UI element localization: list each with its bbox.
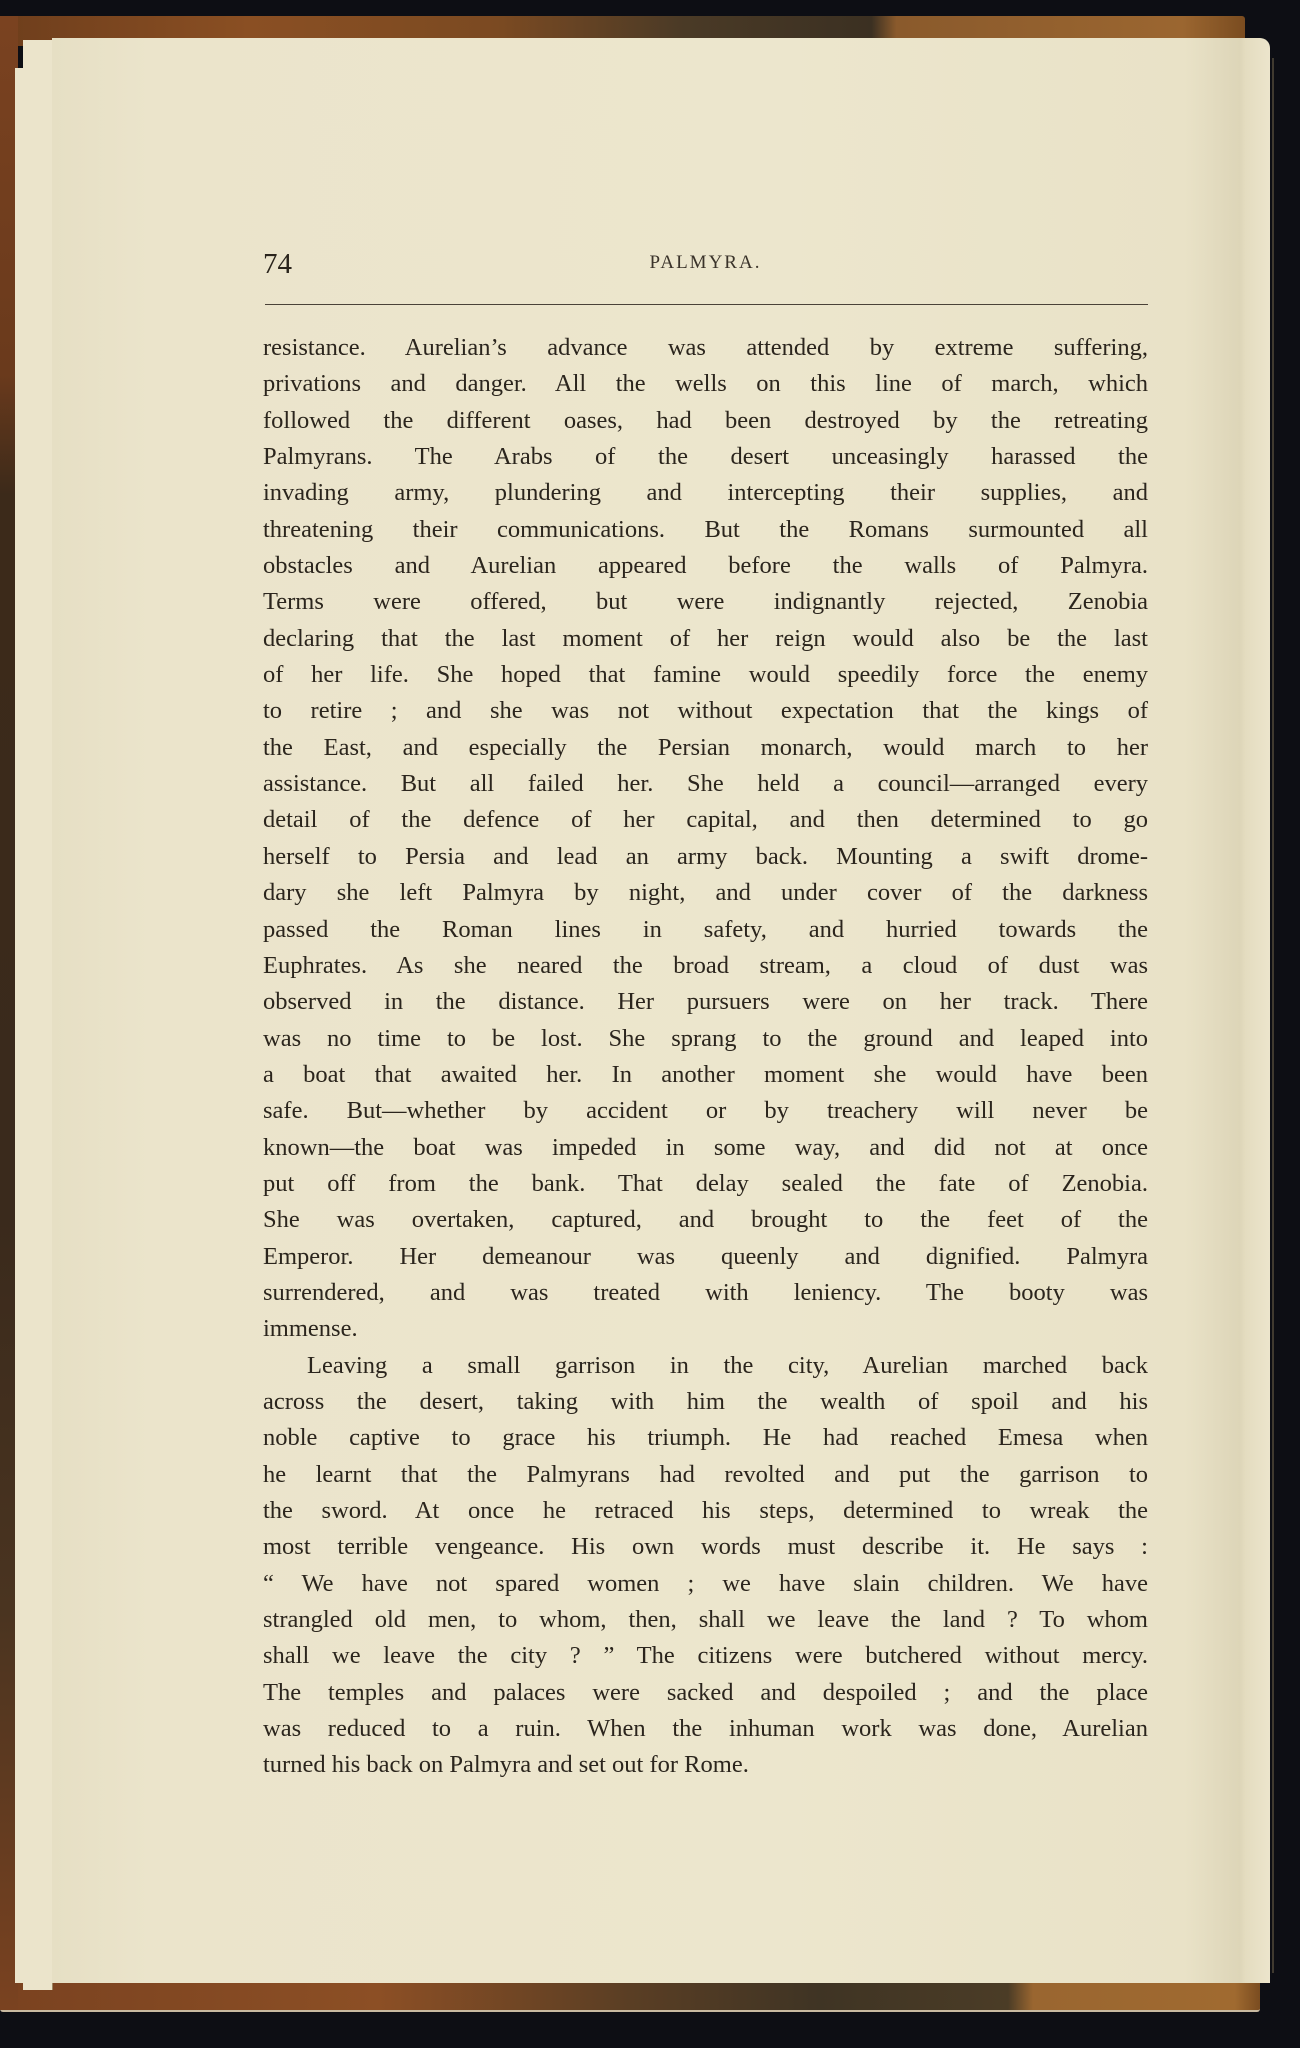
text-line: the sword. At once he retraced his steps, determined to wreak the (263, 1497, 1148, 1524)
text-line: of her life. She hoped that famine would speedily force the enemy (263, 661, 1148, 689)
text-line: Palmyrans. The Arabs of the desert unceasingly harassed the (263, 443, 1148, 471)
text-line: “ We have not spared women ; we have slain children. We have (263, 1569, 1148, 1597)
text-line: strangled old men, to whom, then, shall we leave the land ? To whom (263, 1606, 1148, 1634)
text-line: Leaving a small garrison in the city, Aurelian marched back (307, 1351, 1148, 1379)
text-line: noble captive to grace his triumph. He had reached Emesa when (263, 1424, 1148, 1452)
text-line: passed the Roman lines in safety, and hurried towards the (263, 915, 1148, 943)
text-line: dary she left Palmyra by night, and under cover of the darkness (263, 879, 1148, 907)
text-line: was reduced to a ruin. When the inhuman work was done, Aurelian (263, 1715, 1148, 1743)
page-fold (1272, 58, 1274, 1973)
text-line: threatening their communications. But the Romans surmounted all (263, 515, 1148, 543)
book-page (52, 38, 1270, 1983)
text-line: privations and danger. All the wells on this line of march, which (263, 370, 1148, 398)
text-line: across the desert, taking with him the wealth of spoil and his (263, 1387, 1148, 1415)
text-line: obstacles and Aurelian appeared before the walls of Palmyra. (263, 552, 1148, 580)
header-rule (265, 304, 1148, 305)
text-line: Terms were offered, but were indignantly rejected, Zenobia (263, 588, 1148, 616)
page-header (263, 248, 1148, 288)
text-line: observed in the distance. Her pursuers were on her track. There (263, 988, 1148, 1016)
text-line: assistance. But all failed her. She held a council—arranged every (263, 770, 1148, 798)
text-line: the East, and especially the Persian monarch, would march to her (263, 733, 1148, 761)
book-cover-bottom-edge (0, 1980, 1260, 2012)
paragraph (263, 1348, 1148, 1784)
text-line: Emperor. Her demeanour was queenly and dignified. Palmyra (263, 1242, 1148, 1270)
text-line: surrendered, and was treated with leniency. The booty was (263, 1278, 1148, 1306)
text-line: was no time to be lost. She sprang to the ground and leaped into (263, 1024, 1148, 1052)
text-line: Euphrates. As she neared the broad stream, a cloud of dust was (263, 951, 1148, 979)
body-text (263, 330, 1148, 1784)
text-line: The temples and palaces were sacked and despoiled ; and the place (263, 1678, 1148, 1706)
text-line: declaring that the last moment of her reign would also be the last (263, 624, 1148, 652)
page-number: 74 (263, 248, 292, 280)
text-line: herself to Persia and lead an army back. Mounting a swift drome- (263, 842, 1148, 870)
text-line: most terrible vengeance. His own words must describe it. He says : (263, 1533, 1148, 1561)
text-line: resistance. Aurelian’s advance was attended by extreme suffering, (263, 334, 1148, 361)
text-line: to retire ; and she was not without expectation that the kings of (263, 697, 1148, 725)
text-line: invading army, plundering and intercepting their supplies, and (263, 479, 1148, 507)
text-line: put off from the bank. That delay sealed the fate of Zenobia. (263, 1169, 1148, 1197)
text-line: known—the boat was impeded in some way, and did not at once (263, 1133, 1148, 1161)
text-line: followed the different oases, had been destroyed by the retreating (263, 406, 1148, 434)
text-line: turned his back on Palmyra and set out for Rome. (263, 1751, 749, 1779)
text-line: safe. But—whether by accident or by treachery will never be (263, 1097, 1148, 1125)
text-line: shall we leave the city ? ” The citizens were butchered without mercy. (263, 1642, 1148, 1670)
text-line: a boat that awaited her. In another moment she would have been (263, 1060, 1148, 1088)
text-line: immense. (263, 1315, 358, 1343)
text-line: detail of the defence of her capital, and then determined to go (263, 806, 1148, 834)
paragraph (263, 330, 1148, 1348)
text-line: She was overtaken, captured, and brought to the feet of the (263, 1206, 1148, 1234)
running-head: PALMYRA. (649, 252, 762, 273)
text-line: he learnt that the Palmyrans had revolted and put the garrison to (263, 1460, 1148, 1488)
